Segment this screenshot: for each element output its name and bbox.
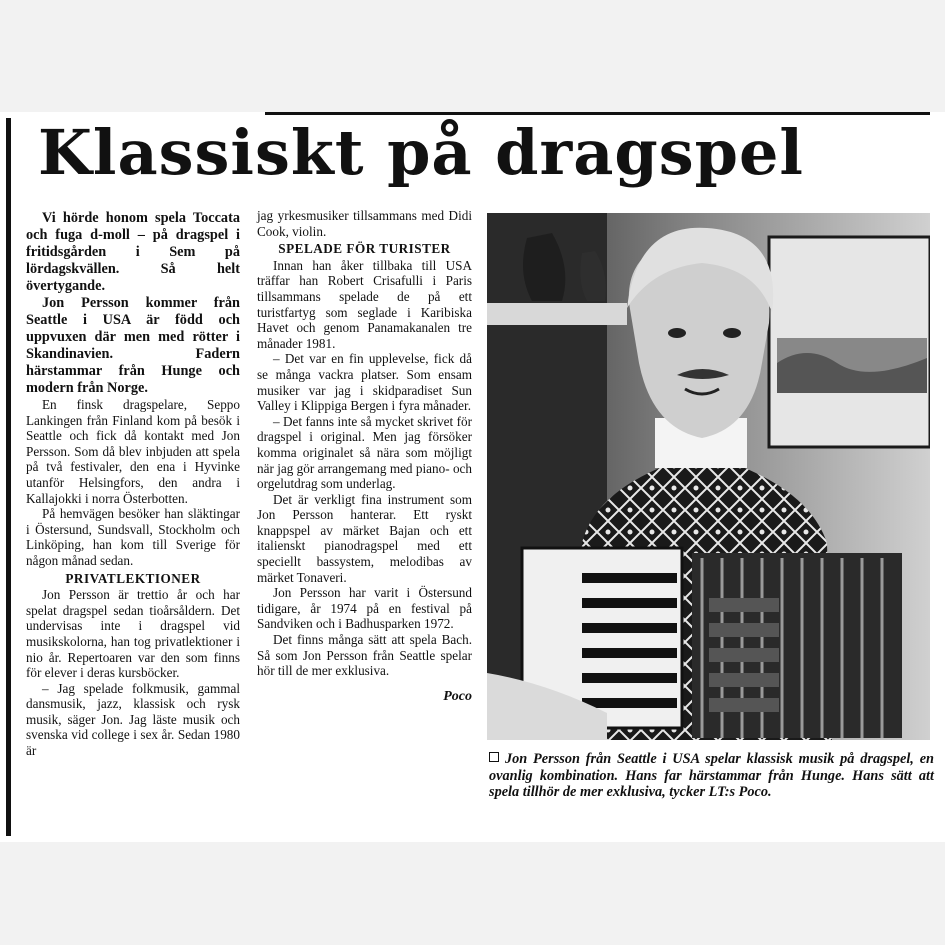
article-column-1	[26, 210, 240, 759]
lead-paragraph: Vi hörde honom spela Toccata och fuga d-moll – på dragspel i fritidsgården i Sem på lördagskvällen. Så helt övertygande.	[26, 210, 240, 294]
top-rule	[265, 112, 930, 115]
article-column-2	[257, 208, 472, 704]
photo-accordion-player	[487, 213, 930, 740]
body-paragraph: Det finns många sätt att spela Bach. Så som Jon Persson från Seattle spelar hör till de mer exklusiva.	[257, 632, 472, 679]
continued-paragraph: jag yrkesmusiker tillsammans med Didi Cook, violin.	[257, 208, 472, 239]
subheading-spelade-for-turister: SPELADE FÖR TURISTER	[278, 241, 451, 257]
body-paragraph: Det är verkligt fina instrument som Jon Persson hanterar. Ett ryskt knappspel av märket Bajan och ett italienskt pianodragspel med ett speciellt bassystem, melodibas av märket Tonaveri.	[257, 491, 472, 585]
caption-text: Jon Persson från Seattle i USA spelar klassisk musik på dragspel, en ovanlig kombination. Hans far härstammar från Hunge. Hans sätt att spela tillhör de mer exklusiva, tycker LT:s Poco.	[489, 751, 934, 800]
body-paragraph: – Jag spelade folkmusik, gammal dansmusik, jazz, klassisk och rysk musik, säger Jon. Jag läste musik och svenska vid college i sex år. Sedan 1980 är	[26, 680, 240, 759]
byline-signature: Poco	[443, 688, 472, 704]
body-paragraph: – Det fanns inte så mycket skrivet för dragspel i original. Men jag försöker komma originalet så nära som möjligt när jag gör arrangemang med piano- och orgelutdrag som underlag.	[257, 413, 472, 492]
caption-box-icon	[489, 752, 499, 762]
headline: Klassiskt på dragspel	[38, 116, 804, 189]
body-paragraph: På hemvägen besöker han släktingar i Östersund, Sundsvall, Stockholm och Linköping, han kom till Sverige för någon månad sedan.	[26, 506, 240, 568]
subheading-privatlektioner: PRIVATLEKTIONER	[65, 570, 201, 586]
body-paragraph: En finsk dragspelare, Seppo Lankingen från Finland kom på besök i Seattle och fick då kontakt med Jon Persson. Som då blev inbjuden att spela på två festivaler, den ena i Hyvinke utanför Helsingfors, den andra i Kallajokki i norra Österbotten.	[26, 397, 240, 506]
body-paragraph: Jon Persson är trettio år och har spelat dragspel sedan tioårsåldern. Det undervisas inte i dragspel vid musikskolorna, han tog privatlektioner i nio år. Repertoaren var den som finns för elever i deras kursböcker.	[26, 587, 240, 681]
body-paragraph: Jon Persson har varit i Östersund tidigare, år 1974 på en festival på Sandviken och i Badhusparken 1972.	[257, 585, 472, 632]
left-rule	[6, 118, 11, 836]
lead-paragraph: Jon Persson kommer från Seattle i USA är född och uppvuxen där men med rötter i Skandinavien. Fadern härstammar från Hunge och modern från Norge.	[26, 295, 240, 396]
photo-caption	[489, 751, 934, 801]
body-paragraph: Innan han åker tillbaka till USA träffar han Robert Crisafulli i Paris tillsammans spelade de på ett turistfartyg som seglade i Karibiska Havet och genom Panamakanalen tre månader 1981.	[257, 257, 472, 351]
body-paragraph: – Det var en fin upplevelse, fick då se många vackra platser. Som ensam musiker var jag i skidparadiset Sun Valley i Klippiga Bergen i fyra månader.	[257, 351, 472, 414]
